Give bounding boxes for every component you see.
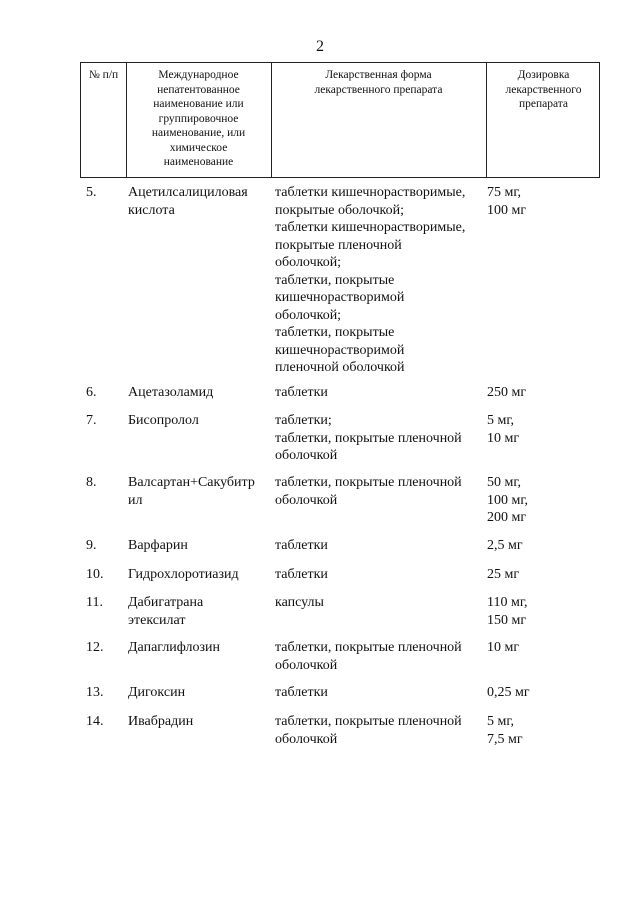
dosage: 0,25 мг xyxy=(487,685,530,700)
dosage-form: капсулы xyxy=(275,595,324,610)
row-number: 12. xyxy=(86,640,104,655)
drug-name: Бисопролол xyxy=(128,413,199,428)
row-number: 5. xyxy=(86,185,97,200)
dosage-form: таблетки xyxy=(275,538,328,553)
page-number: 2 xyxy=(316,38,324,55)
dosage-form: таблетки, покрытые пленочной оболочкой xyxy=(275,475,462,508)
row-number: 13. xyxy=(86,685,104,700)
row-number: 9. xyxy=(86,538,97,553)
dosage: 75 мг, 100 мг xyxy=(487,185,527,218)
drug-name: Ацетазоламид xyxy=(128,385,214,400)
dosage: 25 мг xyxy=(487,567,520,582)
dosage-form: таблетки, покрытые пленочной оболочкой xyxy=(275,640,462,673)
dosage: 5 мг, 7,5 мг xyxy=(487,714,523,747)
dosage: 50 мг, 100 мг, 200 мг xyxy=(487,475,529,525)
dosage-form: таблетки; таблетки, покрытые пленочной оболочкой xyxy=(275,413,462,463)
dosage-form: таблетки кишечнорастворимые, покрытые оболочкой; таблетки кишечнорастворимые, покрытые пленочной оболочкой; таблетки, покрытые кишечнорастворимой оболочкой; таблетки, покрытые кишечнорастворимой пленочной оболочкой xyxy=(275,185,466,375)
row-number: 6. xyxy=(86,385,97,400)
header-name: Международное непатентованное наименование или группировочное наименование, или химическое наименование xyxy=(151,69,246,168)
dosage: 250 мг xyxy=(487,385,527,400)
dosage: 2,5 мг xyxy=(487,538,523,553)
dosage-form: таблетки xyxy=(275,685,328,700)
row-number: 8. xyxy=(86,475,97,490)
dosage-form: таблетки xyxy=(275,385,328,400)
drug-name: Дапаглифлозин xyxy=(128,640,221,655)
header-dose: Дозировка лекарственного препарата xyxy=(505,69,582,110)
row-number: 10. xyxy=(86,567,104,582)
drug-name: Гидрохлоротиазид xyxy=(128,567,239,582)
drug-name: Ацетилсалициловая кислота xyxy=(128,185,248,218)
dosage-form: таблетки, покрытые пленочной оболочкой xyxy=(275,714,462,747)
dosage: 5 мг, 10 мг xyxy=(487,413,520,446)
row-number: 7. xyxy=(86,413,97,428)
header-num: № п/п xyxy=(88,69,119,81)
drug-name: Ивабрадин xyxy=(128,714,194,729)
header-form: Лекарственная форма лекарственного препарата xyxy=(314,69,443,96)
row-number: 11. xyxy=(86,595,103,610)
dosage-form: таблетки xyxy=(275,567,328,582)
drug-name: Дигоксин xyxy=(128,685,186,700)
drug-name: Варфарин xyxy=(128,538,188,553)
dosage: 110 мг, 150 мг xyxy=(487,595,528,628)
drug-name: Валсартан+Сакубитр ил xyxy=(128,475,255,508)
drug-name: Дабигатрана этексилат xyxy=(128,595,204,628)
dosage: 10 мг xyxy=(487,640,520,655)
row-number: 14. xyxy=(86,714,104,729)
table-header xyxy=(80,62,600,178)
